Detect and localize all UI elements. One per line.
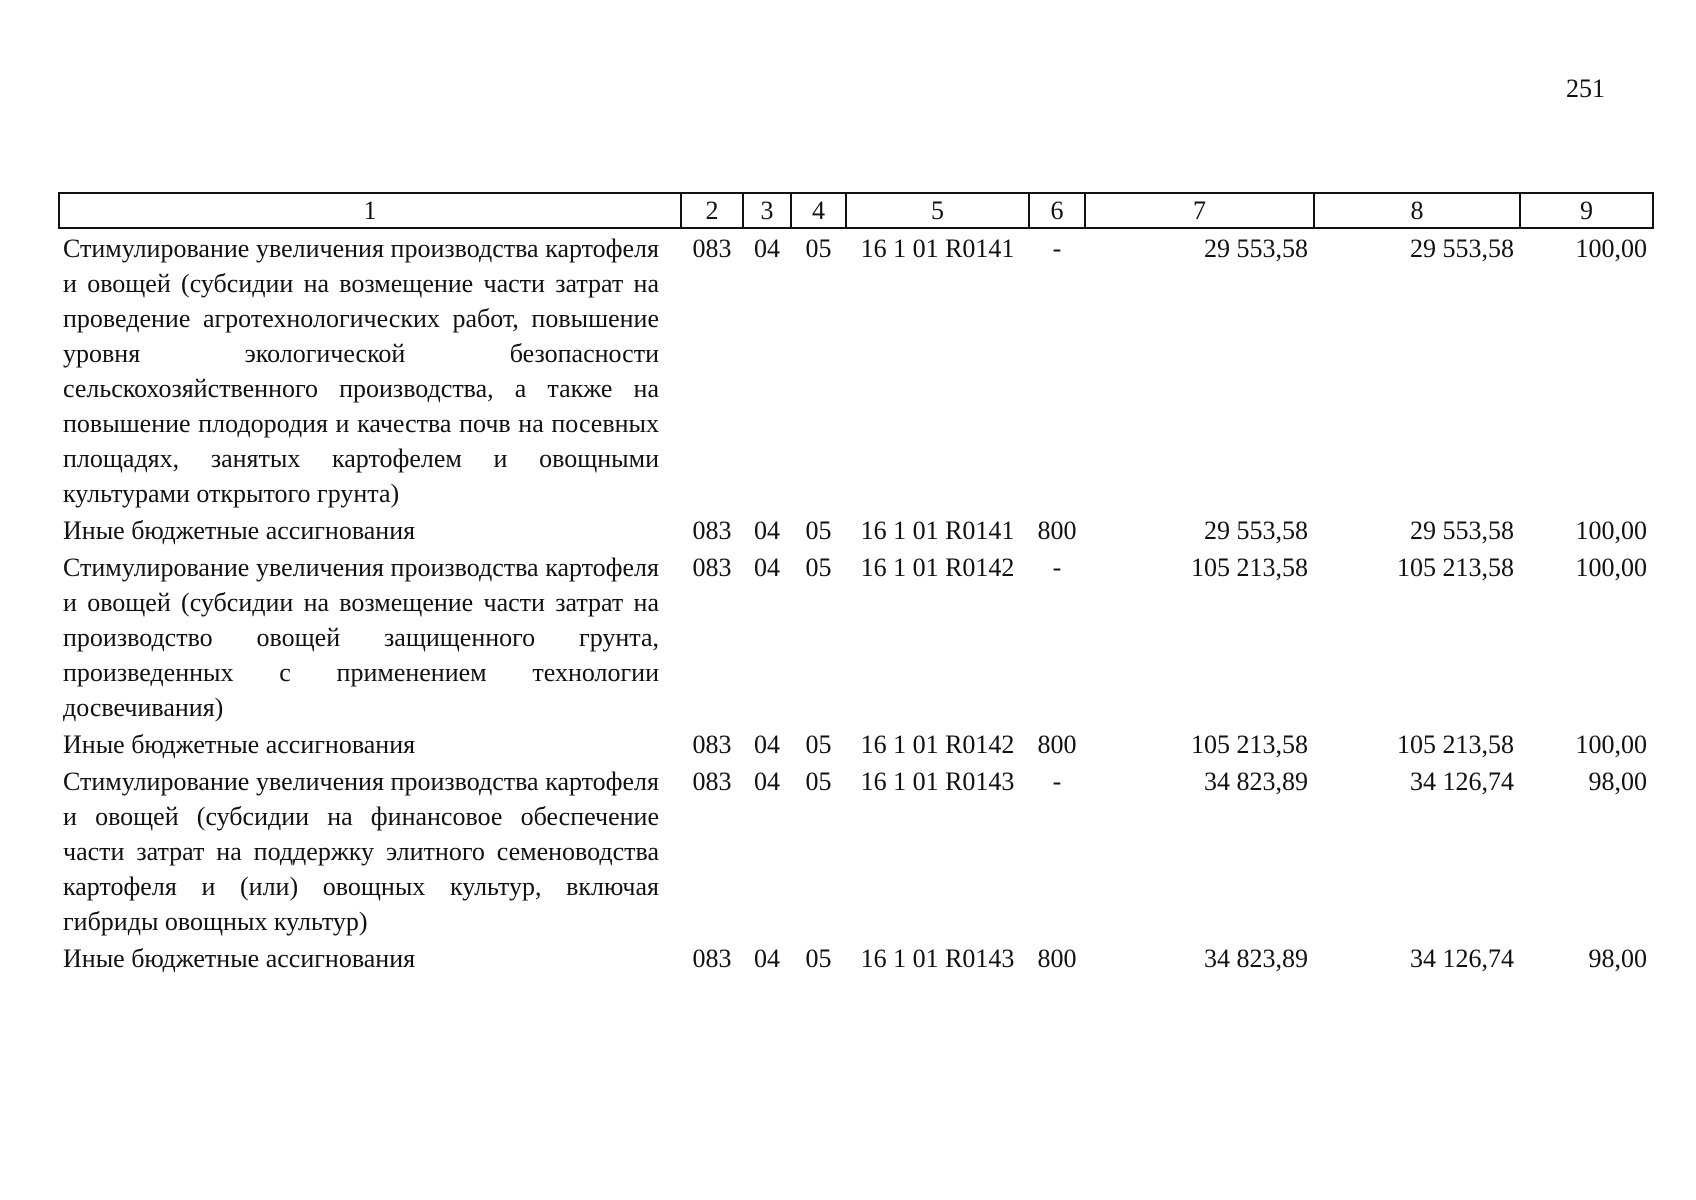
row-planned-amount: 105 213,58 bbox=[1191, 553, 1308, 582]
row-percent: 100,00 bbox=[1575, 234, 1647, 263]
row-subsection-code: 05 bbox=[805, 944, 832, 973]
row-target-article-code: 16 1 01 R0141 bbox=[860, 234, 1015, 263]
column-header-4: 4 bbox=[791, 193, 846, 228]
page-number: 251 bbox=[1566, 74, 1605, 103]
row-section-code: 04 bbox=[754, 767, 780, 796]
row-expense-type-code: - bbox=[1052, 767, 1062, 796]
column-header-3: 3 bbox=[743, 193, 791, 228]
column-header-7: 7 bbox=[1085, 193, 1314, 228]
row-grbs-code: 083 bbox=[692, 516, 732, 545]
row-expense-type-code: 800 bbox=[1037, 730, 1077, 759]
column-header-1: 1 bbox=[59, 193, 681, 228]
row-section-code: 04 bbox=[754, 553, 780, 582]
table-row bbox=[59, 725, 1653, 762]
row-expense-type-code: - bbox=[1052, 234, 1062, 263]
row-name: Стимулирование увеличения производства картофеля и овощей (субсидии на возмещение части затрат на проведение агротехнологических работ, повышение уровня экологической безопасности сельскохозяйственного производства, а также на повышение плодородия и качества почв на посевных площадях, занятых картофелем и овощными культурами открытого грунта) bbox=[63, 234, 659, 508]
row-name: Иные бюджетные ассигнования bbox=[63, 944, 416, 973]
table-header bbox=[59, 193, 1653, 228]
row-planned-amount: 29 553,58 bbox=[1204, 234, 1308, 263]
row-target-article-code: 16 1 01 R0142 bbox=[860, 730, 1015, 759]
table-row bbox=[59, 762, 1653, 939]
row-executed-amount: 29 553,58 bbox=[1410, 234, 1514, 263]
row-planned-amount: 29 553,58 bbox=[1204, 516, 1308, 545]
row-planned-amount: 34 823,89 bbox=[1204, 767, 1308, 796]
row-executed-amount: 105 213,58 bbox=[1397, 730, 1514, 759]
row-subsection-code: 05 bbox=[805, 516, 832, 545]
row-expense-type-code: 800 bbox=[1037, 944, 1077, 973]
budget-table bbox=[58, 192, 1654, 976]
row-percent: 100,00 bbox=[1575, 730, 1647, 759]
table-row bbox=[59, 939, 1653, 976]
row-subsection-code: 05 bbox=[805, 234, 832, 263]
row-subsection-code: 05 bbox=[805, 553, 832, 582]
row-executed-amount: 29 553,58 bbox=[1410, 516, 1514, 545]
row-grbs-code: 083 bbox=[692, 553, 732, 582]
row-name: Стимулирование увеличения производства картофеля и овощей (субсидии на возмещение части затрат на производство овощей защищенного грунта, произведенных с применением технологии досвечивания) bbox=[63, 553, 659, 722]
row-target-article-code: 16 1 01 R0141 bbox=[860, 516, 1015, 545]
row-name: Иные бюджетные ассигнования bbox=[63, 516, 416, 545]
row-grbs-code: 083 bbox=[692, 234, 732, 263]
column-header-9: 9 bbox=[1520, 193, 1653, 228]
row-name: Стимулирование увеличения производства картофеля и овощей (субсидии на финансовое обеспечение части затрат на поддержку элитного семеноводства картофеля и (или) овощных культур, включая гибриды овощных культур) bbox=[63, 767, 659, 936]
row-executed-amount: 105 213,58 bbox=[1397, 553, 1514, 582]
row-expense-type-code: - bbox=[1052, 553, 1062, 582]
row-section-code: 04 bbox=[754, 944, 780, 973]
row-section-code: 04 bbox=[754, 234, 780, 263]
table-body bbox=[59, 228, 1653, 976]
row-name: Иные бюджетные ассигнования bbox=[63, 730, 416, 759]
row-planned-amount: 34 823,89 bbox=[1204, 944, 1308, 973]
header-row bbox=[59, 193, 1653, 228]
row-expense-type-code: 800 bbox=[1037, 516, 1077, 545]
row-target-article-code: 16 1 01 R0142 bbox=[860, 553, 1015, 582]
row-section-code: 04 bbox=[754, 730, 780, 759]
row-target-article-code: 16 1 01 R0143 bbox=[860, 944, 1015, 973]
row-planned-amount: 105 213,58 bbox=[1191, 730, 1308, 759]
row-section-code: 04 bbox=[754, 516, 780, 545]
row-subsection-code: 05 bbox=[805, 730, 832, 759]
row-percent: 98,00 bbox=[1588, 767, 1647, 796]
row-percent: 100,00 bbox=[1575, 516, 1647, 545]
row-executed-amount: 34 126,74 bbox=[1410, 944, 1514, 973]
column-header-8: 8 bbox=[1314, 193, 1520, 228]
row-grbs-code: 083 bbox=[692, 767, 732, 796]
row-percent: 100,00 bbox=[1575, 553, 1647, 582]
row-grbs-code: 083 bbox=[692, 944, 732, 973]
table-row bbox=[59, 511, 1653, 548]
column-header-5: 5 bbox=[846, 193, 1029, 228]
row-target-article-code: 16 1 01 R0143 bbox=[860, 767, 1015, 796]
row-percent: 98,00 bbox=[1588, 944, 1647, 973]
row-executed-amount: 34 126,74 bbox=[1410, 767, 1514, 796]
row-subsection-code: 05 bbox=[805, 767, 832, 796]
table-row bbox=[59, 548, 1653, 725]
column-header-2: 2 bbox=[681, 193, 743, 228]
column-header-6: 6 bbox=[1029, 193, 1085, 228]
row-grbs-code: 083 bbox=[692, 730, 732, 759]
table-row bbox=[59, 228, 1653, 511]
